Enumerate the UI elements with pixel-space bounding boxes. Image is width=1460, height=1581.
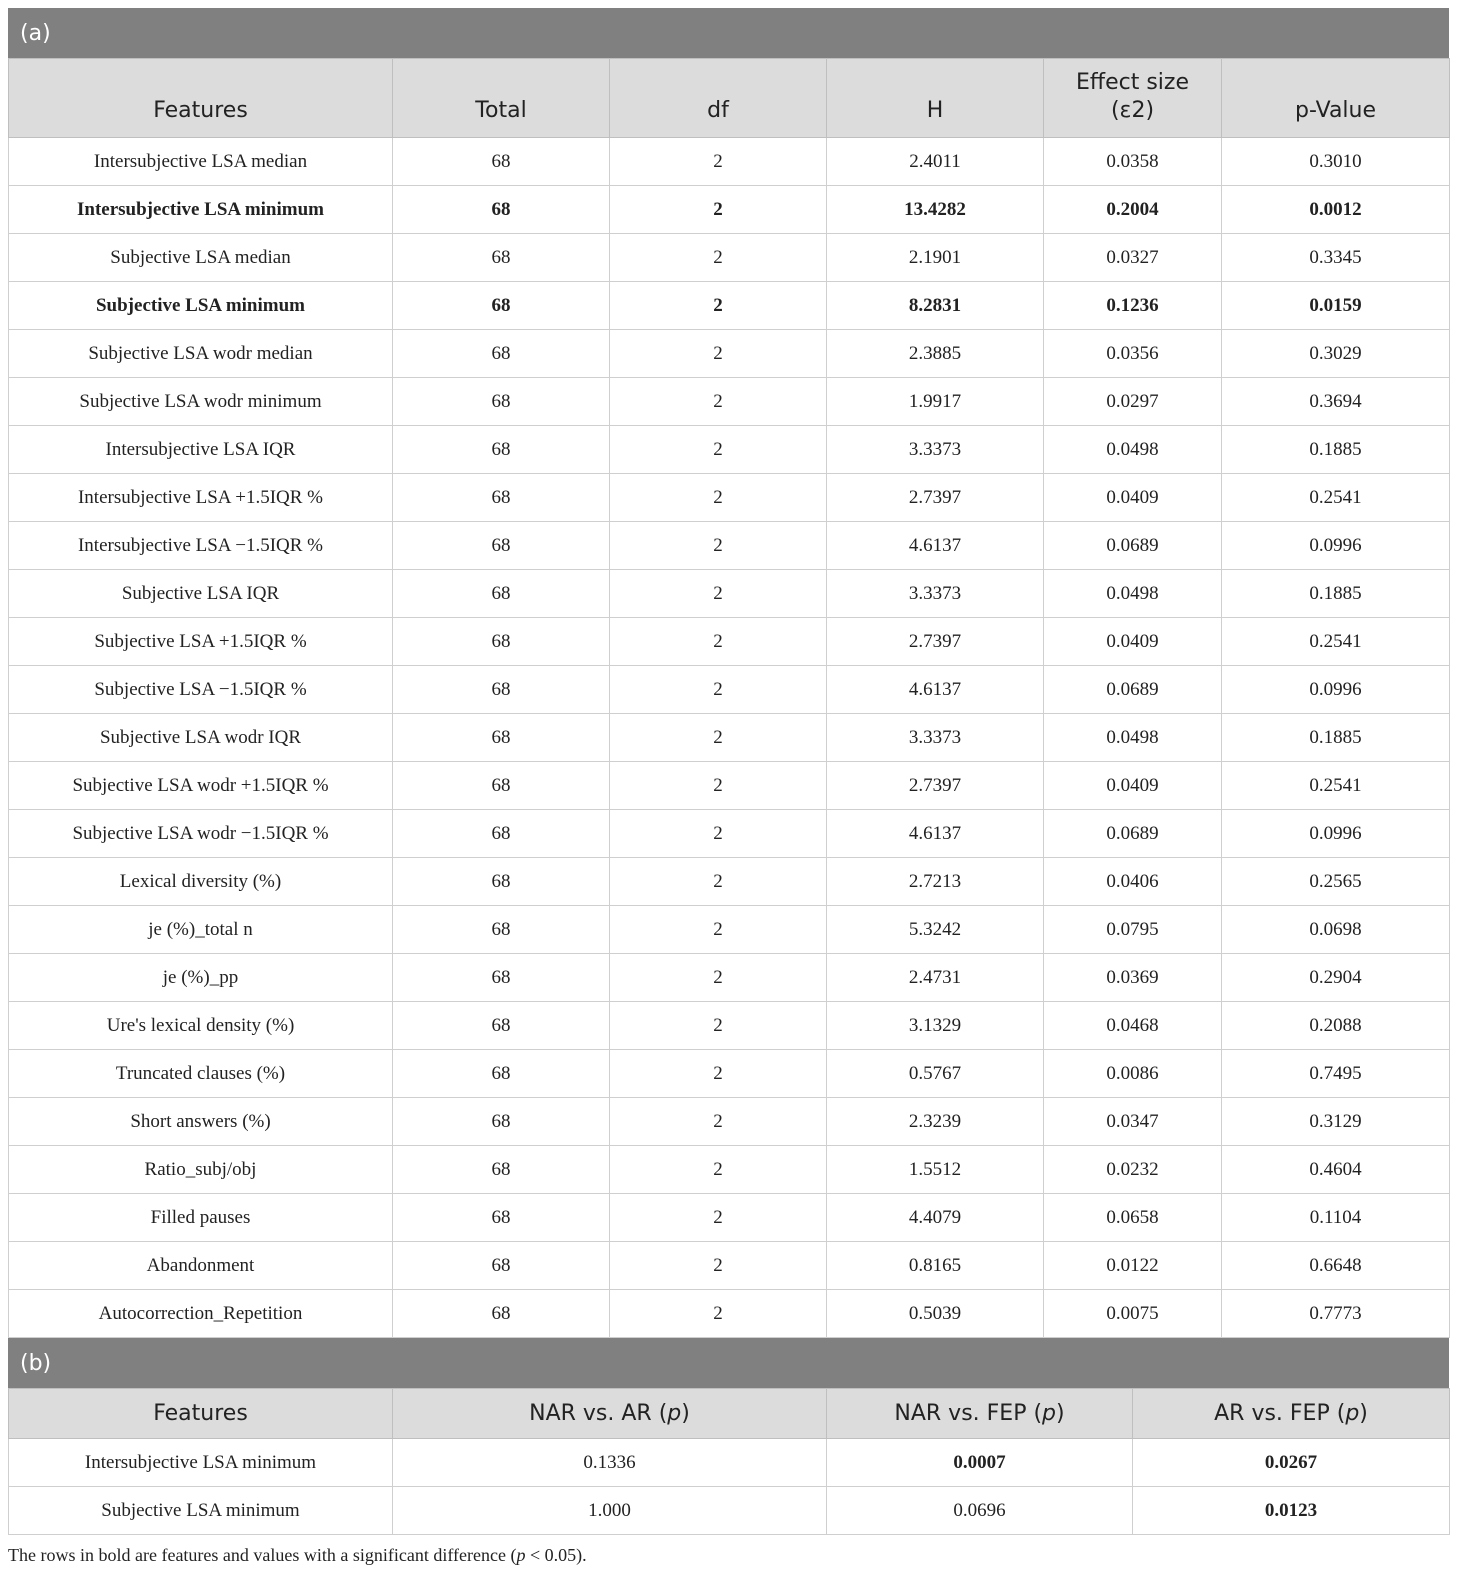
cell-p-value: 0.2904 xyxy=(1222,954,1450,1002)
cell-effect-size: 0.0075 xyxy=(1044,1290,1222,1338)
header-features: Features xyxy=(9,1389,393,1439)
table-row xyxy=(9,1146,1450,1194)
cell-total: 68 xyxy=(393,714,610,762)
cell-h: 1.5512 xyxy=(827,1146,1044,1194)
table-row xyxy=(9,954,1450,1002)
cell-p-value: 0.7495 xyxy=(1222,1050,1450,1098)
table-row xyxy=(9,1242,1450,1290)
cell-p-value: 0.3010 xyxy=(1222,138,1450,186)
table-row xyxy=(9,234,1450,282)
cell-df: 2 xyxy=(610,666,827,714)
cell-h: 4.6137 xyxy=(827,522,1044,570)
cell-df: 2 xyxy=(610,1146,827,1194)
cell-h: 4.6137 xyxy=(827,810,1044,858)
cell-feature: Short answers (%) xyxy=(9,1098,393,1146)
cell-feature: Intersubjective LSA median xyxy=(9,138,393,186)
cell-total: 68 xyxy=(393,1242,610,1290)
table-row xyxy=(9,906,1450,954)
cell-p-value: 0.2088 xyxy=(1222,1002,1450,1050)
header-p-value: p-Value xyxy=(1222,59,1450,138)
cell-h: 2.7397 xyxy=(827,762,1044,810)
cell-feature: Subjective LSA median xyxy=(9,234,393,282)
cell-df: 2 xyxy=(610,522,827,570)
table-row xyxy=(9,1290,1450,1338)
cell-effect-size: 0.0498 xyxy=(1044,570,1222,618)
cell-effect-size: 0.0498 xyxy=(1044,714,1222,762)
cell-total: 68 xyxy=(393,378,610,426)
cell-feature: Intersubjective LSA IQR xyxy=(9,426,393,474)
table-header-row xyxy=(9,1389,1450,1439)
cell-feature: Abandonment xyxy=(9,1242,393,1290)
table-row xyxy=(9,858,1450,906)
table-row xyxy=(9,666,1450,714)
table-row xyxy=(9,1487,1450,1535)
cell-df: 2 xyxy=(610,282,827,330)
table-row xyxy=(9,570,1450,618)
cell-p-value: 0.2565 xyxy=(1222,858,1450,906)
cell-effect-size: 0.0369 xyxy=(1044,954,1222,1002)
cell-total: 68 xyxy=(393,906,610,954)
cell-total: 68 xyxy=(393,810,610,858)
cell-effect-size: 0.0406 xyxy=(1044,858,1222,906)
cell-effect-size: 0.0327 xyxy=(1044,234,1222,282)
cell-p-value: 0.3345 xyxy=(1222,234,1450,282)
cell-total: 68 xyxy=(393,1098,610,1146)
cell-df: 2 xyxy=(610,714,827,762)
table-row xyxy=(9,282,1450,330)
cell-effect-size: 0.0795 xyxy=(1044,906,1222,954)
table-row xyxy=(9,1439,1450,1487)
table-row xyxy=(9,522,1450,570)
header-features: Features xyxy=(9,59,393,138)
header-ar-vs-fep: AR vs. FEP (p) xyxy=(1133,1389,1450,1439)
cell-h: 4.6137 xyxy=(827,666,1044,714)
cell-df: 2 xyxy=(610,906,827,954)
cell-feature: Subjective LSA minimum xyxy=(9,282,393,330)
table-row xyxy=(9,810,1450,858)
table-row xyxy=(9,330,1450,378)
cell-feature: Subjective LSA wodr +1.5IQR % xyxy=(9,762,393,810)
cell-total: 68 xyxy=(393,330,610,378)
cell-df: 2 xyxy=(610,330,827,378)
cell-p-value: 0.0159 xyxy=(1222,282,1450,330)
cell-total: 68 xyxy=(393,138,610,186)
cell-p-value: 0.2541 xyxy=(1222,618,1450,666)
cell-effect-size: 0.0297 xyxy=(1044,378,1222,426)
cell-h: 13.4282 xyxy=(827,186,1044,234)
cell-p-value: 0.1885 xyxy=(1222,714,1450,762)
cell-df: 2 xyxy=(610,1290,827,1338)
cell-df: 2 xyxy=(610,1194,827,1242)
cell-df: 2 xyxy=(610,138,827,186)
table-row xyxy=(9,762,1450,810)
cell-df: 2 xyxy=(610,234,827,282)
header-effect-size: Effect size (ε2) xyxy=(1044,59,1222,138)
cell-p-value: 0.1885 xyxy=(1222,426,1450,474)
cell-effect-size: 0.0689 xyxy=(1044,522,1222,570)
cell-h: 3.1329 xyxy=(827,1002,1044,1050)
cell-total: 68 xyxy=(393,1002,610,1050)
cell-effect-size: 0.1236 xyxy=(1044,282,1222,330)
cell-effect-size: 0.0409 xyxy=(1044,618,1222,666)
cell-h: 2.1901 xyxy=(827,234,1044,282)
cell-total: 68 xyxy=(393,1290,610,1338)
cell-h: 5.3242 xyxy=(827,906,1044,954)
cell-df: 2 xyxy=(610,378,827,426)
cell-h: 3.3373 xyxy=(827,570,1044,618)
cell-effect-size: 0.0498 xyxy=(1044,426,1222,474)
cell-h: 4.4079 xyxy=(827,1194,1044,1242)
table-row xyxy=(9,138,1450,186)
header-nar-vs-ar: NAR vs. AR (p) xyxy=(393,1389,827,1439)
cell-feature: Subjective LSA IQR xyxy=(9,570,393,618)
cell-p-value: 0.0996 xyxy=(1222,666,1450,714)
cell-total: 68 xyxy=(393,186,610,234)
cell-total: 68 xyxy=(393,762,610,810)
cell-feature: Subjective LSA wodr −1.5IQR % xyxy=(9,810,393,858)
table-row xyxy=(9,1194,1450,1242)
cell-df: 2 xyxy=(610,474,827,522)
cell-p-value: 0.3129 xyxy=(1222,1098,1450,1146)
kruskal-wallis-table xyxy=(8,58,1450,1338)
cell-df: 2 xyxy=(610,570,827,618)
cell-ar-vs-fep: 0.0267 xyxy=(1133,1439,1450,1487)
cell-df: 2 xyxy=(610,1050,827,1098)
cell-feature: Lexical diversity (%) xyxy=(9,858,393,906)
cell-p-value: 0.2541 xyxy=(1222,474,1450,522)
cell-feature: Subjective LSA wodr IQR xyxy=(9,714,393,762)
cell-p-value: 0.0698 xyxy=(1222,906,1450,954)
cell-total: 68 xyxy=(393,474,610,522)
table-row xyxy=(9,186,1450,234)
cell-feature: Autocorrection_Repetition xyxy=(9,1290,393,1338)
cell-feature: Subjective LSA wodr median xyxy=(9,330,393,378)
cell-p-value: 0.6648 xyxy=(1222,1242,1450,1290)
cell-total: 68 xyxy=(393,426,610,474)
table-row xyxy=(9,426,1450,474)
cell-h: 0.5767 xyxy=(827,1050,1044,1098)
cell-feature: Ratio_subj/obj xyxy=(9,1146,393,1194)
cell-effect-size: 0.0347 xyxy=(1044,1098,1222,1146)
cell-feature: Intersubjective LSA minimum xyxy=(9,1439,393,1487)
cell-effect-size: 0.0689 xyxy=(1044,810,1222,858)
cell-total: 68 xyxy=(393,522,610,570)
table-container xyxy=(8,8,1449,1566)
cell-p-value: 0.3029 xyxy=(1222,330,1450,378)
cell-p-value: 0.2541 xyxy=(1222,762,1450,810)
cell-feature: Subjective LSA minimum xyxy=(9,1487,393,1535)
cell-p-value: 0.3694 xyxy=(1222,378,1450,426)
cell-df: 2 xyxy=(610,810,827,858)
table-row xyxy=(9,1098,1450,1146)
cell-total: 68 xyxy=(393,1146,610,1194)
table-row xyxy=(9,378,1450,426)
section-a-label: (a) xyxy=(8,8,1449,58)
cell-effect-size: 0.0689 xyxy=(1044,666,1222,714)
cell-h: 2.4731 xyxy=(827,954,1044,1002)
cell-total: 68 xyxy=(393,666,610,714)
table-row xyxy=(9,618,1450,666)
cell-h: 0.5039 xyxy=(827,1290,1044,1338)
cell-total: 68 xyxy=(393,570,610,618)
table-row xyxy=(9,714,1450,762)
posthoc-table xyxy=(8,1388,1450,1535)
table-row xyxy=(9,474,1450,522)
cell-p-value: 0.0012 xyxy=(1222,186,1450,234)
cell-effect-size: 0.0409 xyxy=(1044,474,1222,522)
cell-nar-vs-ar: 1.000 xyxy=(393,1487,827,1535)
table-row xyxy=(9,1002,1450,1050)
cell-p-value: 0.4604 xyxy=(1222,1146,1450,1194)
cell-ar-vs-fep: 0.0123 xyxy=(1133,1487,1450,1535)
header-h: H xyxy=(827,59,1044,138)
cell-df: 2 xyxy=(610,618,827,666)
cell-total: 68 xyxy=(393,954,610,1002)
table-row xyxy=(9,1050,1450,1098)
cell-total: 68 xyxy=(393,1194,610,1242)
cell-feature: Intersubjective LSA −1.5IQR % xyxy=(9,522,393,570)
cell-effect-size: 0.0086 xyxy=(1044,1050,1222,1098)
cell-df: 2 xyxy=(610,858,827,906)
cell-df: 2 xyxy=(610,1002,827,1050)
cell-effect-size: 0.0658 xyxy=(1044,1194,1222,1242)
cell-feature: je (%)_pp xyxy=(9,954,393,1002)
cell-effect-size: 0.0409 xyxy=(1044,762,1222,810)
table-body xyxy=(9,1439,1450,1535)
header-nar-vs-fep: NAR vs. FEP (p) xyxy=(827,1389,1133,1439)
cell-df: 2 xyxy=(610,426,827,474)
cell-h: 2.7397 xyxy=(827,618,1044,666)
cell-nar-vs-fep: 0.0007 xyxy=(827,1439,1133,1487)
cell-df: 2 xyxy=(610,186,827,234)
header-df: df xyxy=(610,59,827,138)
cell-p-value: 0.1104 xyxy=(1222,1194,1450,1242)
cell-effect-size: 0.0468 xyxy=(1044,1002,1222,1050)
cell-p-value: 0.0996 xyxy=(1222,522,1450,570)
cell-feature: je (%)_total n xyxy=(9,906,393,954)
cell-p-value: 0.1885 xyxy=(1222,570,1450,618)
cell-df: 2 xyxy=(610,1242,827,1290)
cell-feature: Intersubjective LSA +1.5IQR % xyxy=(9,474,393,522)
cell-total: 68 xyxy=(393,234,610,282)
cell-total: 68 xyxy=(393,618,610,666)
cell-h: 0.8165 xyxy=(827,1242,1044,1290)
cell-feature: Truncated clauses (%) xyxy=(9,1050,393,1098)
cell-h: 2.7213 xyxy=(827,858,1044,906)
cell-total: 68 xyxy=(393,1050,610,1098)
cell-nar-vs-ar: 0.1336 xyxy=(393,1439,827,1487)
cell-h: 3.3373 xyxy=(827,426,1044,474)
cell-h: 2.3885 xyxy=(827,330,1044,378)
header-total: Total xyxy=(393,59,610,138)
cell-feature: Ure's lexical density (%) xyxy=(9,1002,393,1050)
cell-h: 2.3239 xyxy=(827,1098,1044,1146)
cell-effect-size: 0.0358 xyxy=(1044,138,1222,186)
cell-total: 68 xyxy=(393,858,610,906)
cell-df: 2 xyxy=(610,954,827,1002)
cell-feature: Filled pauses xyxy=(9,1194,393,1242)
cell-feature: Subjective LSA −1.5IQR % xyxy=(9,666,393,714)
cell-p-value: 0.7773 xyxy=(1222,1290,1450,1338)
cell-feature: Subjective LSA +1.5IQR % xyxy=(9,618,393,666)
cell-df: 2 xyxy=(610,762,827,810)
cell-nar-vs-fep: 0.0696 xyxy=(827,1487,1133,1535)
cell-h: 8.2831 xyxy=(827,282,1044,330)
table-body xyxy=(9,138,1450,1338)
table-footnote: The rows in bold are features and values with a significant difference (p < 0.05). xyxy=(8,1545,587,1565)
cell-effect-size: 0.2004 xyxy=(1044,186,1222,234)
cell-h: 3.3373 xyxy=(827,714,1044,762)
cell-total: 68 xyxy=(393,282,610,330)
cell-feature: Intersubjective LSA minimum xyxy=(9,186,393,234)
cell-h: 2.4011 xyxy=(827,138,1044,186)
cell-p-value: 0.0996 xyxy=(1222,810,1450,858)
cell-effect-size: 0.0122 xyxy=(1044,1242,1222,1290)
cell-effect-size: 0.0356 xyxy=(1044,330,1222,378)
cell-feature: Subjective LSA wodr minimum xyxy=(9,378,393,426)
cell-h: 2.7397 xyxy=(827,474,1044,522)
table-header-row xyxy=(9,59,1450,138)
cell-h: 1.9917 xyxy=(827,378,1044,426)
cell-effect-size: 0.0232 xyxy=(1044,1146,1222,1194)
cell-df: 2 xyxy=(610,1098,827,1146)
section-b-label: (b) xyxy=(8,1338,1449,1388)
